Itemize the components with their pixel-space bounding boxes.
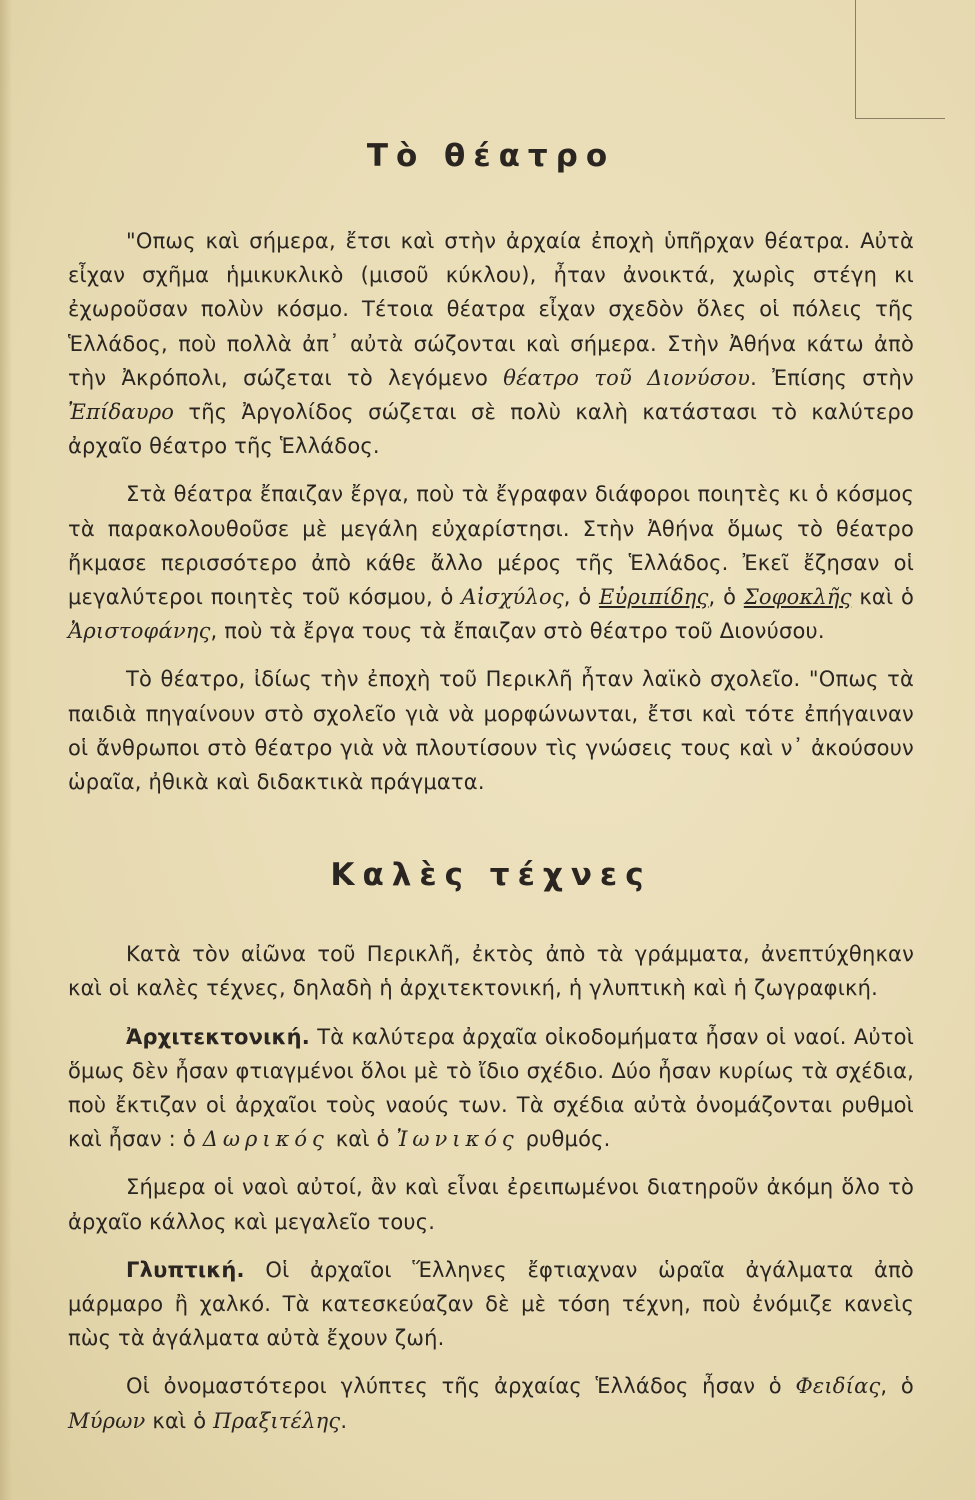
text-run: . Ἐπίσης στὴν: [750, 365, 914, 390]
corner-crop-mark-horizontal: [855, 118, 945, 119]
praxiteles-name: Πραξιτέλης: [213, 1408, 341, 1433]
text-run: Τὰ καλύτερα ἀρχαῖα οἰκοδομήματα ἦσαν οἱ ναοί. Αὐτοὶ ὅμως δὲν ἦσαν φτιαγμένοι ὅλοι μὲ τὸ ἴδιο σχέδιο. Δύο ἦσαν κυρίως τὰ σχέδια, ποὺ ἔκτιζαν οἱ ἀρχαῖοι τοὺς ναούς των. Τὰ σχέδια αὐτὰ ὀνομάζονται ρυθμοὶ καὶ ἦσαν : ὁ: [68, 1024, 914, 1152]
text-run: , ὁ: [880, 1374, 914, 1399]
corner-crop-mark: [855, 0, 856, 118]
text-run: καὶ ὁ: [859, 585, 914, 610]
paragraph-temples-today: Σήμερα οἱ ναοὶ αὐτοί, ἂν καὶ εἶναι ἐρειπωμένοι διατηροῦν ἀκόμη ὅλο τὸ ἀρχαῖο κάλλος καὶ μεγαλεῖο τους.: [68, 1175, 914, 1234]
paragraph-fine-arts-intro: Κατὰ τὸν αἰῶνα τοῦ Περικλῆ, ἐκτὸς ἀπὸ τὰ γράμματα, ἀνεπτύχθηκαν καὶ οἱ καλὲς τέχνες, δηλαδὴ ἡ ἀρχιτεκτονική, ἡ γλυπτικὴ καὶ ἡ ζωγραφική.: [68, 942, 914, 1001]
paragraph-sculpture: [68, 1253, 914, 1356]
sophocles-name: Σοφοκλῆς: [743, 585, 852, 610]
paragraph-sculptors: [68, 1369, 914, 1437]
euripides-name: Εὐριπίδης: [599, 585, 709, 610]
epidaurus-term: Ἐπίδαυρο: [68, 400, 175, 425]
text-run: καὶ ὁ: [152, 1408, 207, 1433]
sculpture-heading: Γλυπτική.: [126, 1257, 245, 1282]
paragraph-theatre-1: [68, 224, 914, 463]
aristophanes-name: Ἀριστοφάνης: [68, 619, 211, 644]
section-title-theatre: Τὸ θέατρο: [366, 138, 616, 174]
text-run: .: [340, 1408, 348, 1433]
text-run: τῆς Ἀργολίδος σώζεται σὲ πολὺ καλὴ κατάστασι τὸ καλύτερο ἀρχαῖο θέατρο τῆς Ἑλλάδος.: [68, 400, 914, 459]
doric-order-term: Δωρικός: [202, 1127, 329, 1152]
text-run: Οἱ ὀνομαστότεροι γλύπτες τῆς ἀρχαίας Ἑλλάδος ἦσαν ὁ: [126, 1374, 782, 1399]
pheidias-name: Φειδίας: [795, 1374, 881, 1399]
aeschylus-name: Αἰσχύλος: [461, 585, 564, 610]
text-run: , ὁ: [708, 585, 737, 610]
dionysus-theatre-term: θέατρο τοῦ Διονύσου: [503, 365, 751, 390]
paragraph-architecture: [68, 1020, 914, 1157]
text-run: καὶ ὁ: [335, 1127, 390, 1152]
paragraph-theatre-2: [68, 477, 914, 648]
page-edge-shadow: [0, 0, 12, 1500]
text-run: , ποὺ τὰ ἔργα τους τὰ ἔπαιζαν στὸ θέατρο τοῦ Διονύσου.: [210, 619, 825, 644]
text-run: , ὁ: [563, 585, 592, 610]
ionic-order-term: Ἰωνικός: [396, 1127, 519, 1152]
myron-name: Μύρων: [68, 1408, 146, 1433]
paragraph-theatre-3: Τὸ θέατρο, ἰδίως τὴν ἐποχὴ τοῦ Περικλῆ ἦταν λαϊκὸ σχολεῖο. "Οπως τὰ παιδιὰ πηγαίνουν στὸ σχολεῖο γιὰ νὰ μορφώνωνται, ἔτσι καὶ τότε ἐπήγαιναν οἱ ἄνθρωποι στὸ θέατρο γιὰ νὰ πλουτίσουν τὶς γνώσεις τους καὶ ν᾽ ἀκούσουν ὡραῖα, ἠθικὰ καὶ διδακτικὰ πράγματα.: [68, 667, 914, 795]
text-run: "Οπως καὶ σήμερα, ἔτσι καὶ στὴν ἀρχαία ἐποχὴ ὑπῆρχαν θέατρα. Αὐτὰ εἶχαν σχῆμα ἡμικυκλικὸ (μισοῦ κύκλου), ἦταν ἀνοικτά, χωρὶς στέγη κι ἐχωροῦσαν πολὺν κόσμο. Τέτοια θέατρα εἶχαν σχεδὸν ὅλες οἱ πόλεις τῆς Ἑλλάδος, ποὺ πολλὰ ἀπ᾽ αὐτὰ σώζονται καὶ σήμερα. Στὴν Ἀθήνα κάτω ἀπὸ τὴν Ἀκρόπολι, σώζεται τὸ λεγόμενο: [68, 229, 914, 390]
document-body: [68, 120, 914, 1438]
text-run: Στὰ θέατρα ἔπαιζαν ἔργα, ποὺ τὰ ἔγραφαν διάφοροι ποιητὲς κι ὁ κόσμος τὰ παρακολουθοῦσε μὲ μεγάλη εὐχαρίστησι. Στὴν Ἀθήνα ὅμως τὸ θέατρο ἤκμασε περισσότερο ἀπὸ κάθε ἄλλο μέρος τῆς Ἑλλάδος. Ἐκεῖ ἔζησαν οἱ μεγαλύτεροι ποιητὲς τοῦ κόσμου, ὁ: [68, 482, 914, 610]
section-title-fine-arts: Καλὲς τέχνες: [330, 857, 652, 894]
architecture-heading: Ἀρχιτεκτονική.: [126, 1024, 310, 1049]
text-run: Οἱ ἀρχαῖοι Ἕλληνες ἔφτιαχναν ὡραῖα ἀγάλματα ἀπὸ μάρμαρο ἢ χαλκό. Τὰ κατεσκεύαζαν δὲ μὲ τόση τέχνη, ποὺ ἐνόμιζε κανεὶς πὼς τὰ ἀγάλματα αὐτὰ ἔχουν ζωή.: [68, 1257, 914, 1351]
text-run: ρυθμός.: [525, 1127, 611, 1152]
